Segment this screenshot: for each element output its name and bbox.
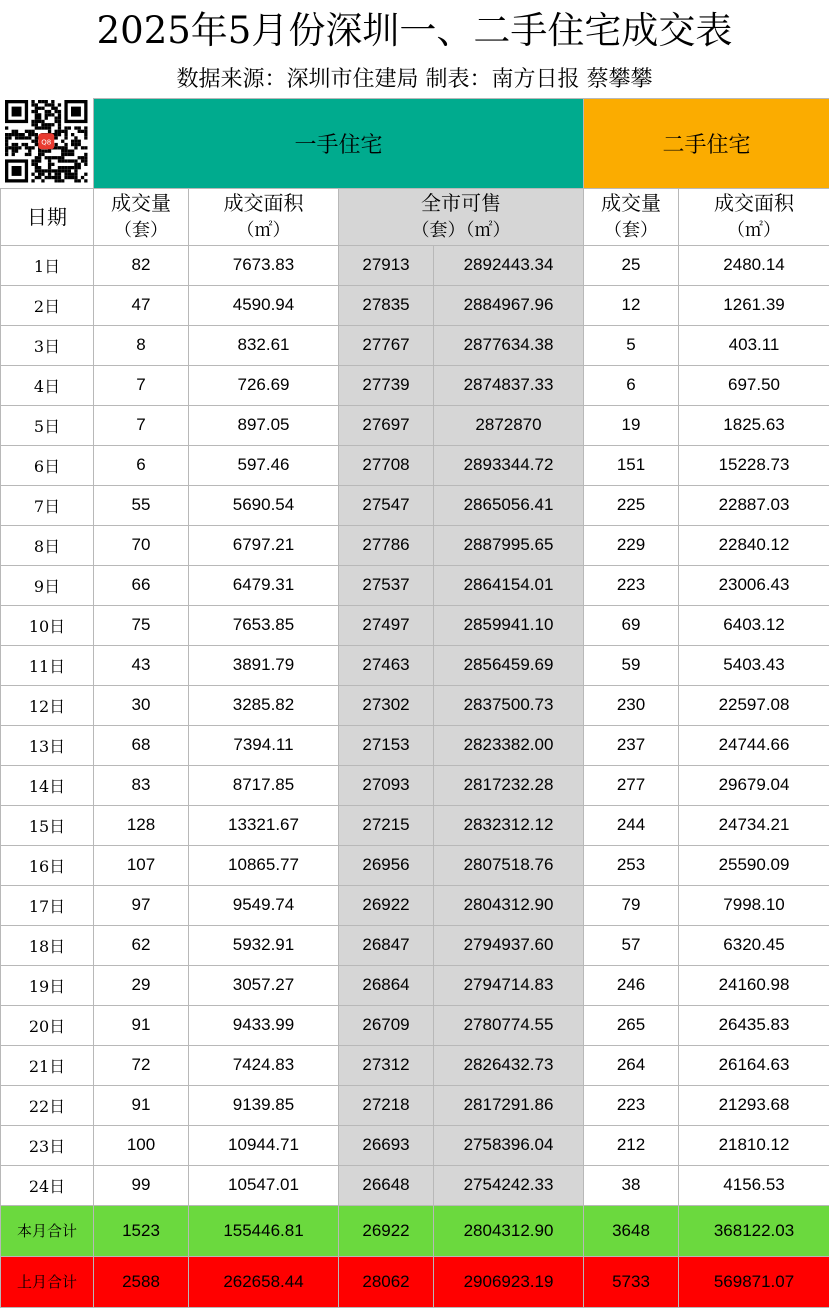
cell-day: 14日 (1, 765, 94, 805)
cell-available-count: 27697 (339, 405, 434, 445)
cell-second-area: 29679.04 (679, 765, 829, 805)
cell-second-area: 26435.83 (679, 1005, 829, 1045)
cell-new-area: 597.46 (189, 445, 339, 485)
table-row (1, 1005, 829, 1045)
cell-new-area: 832.61 (189, 325, 339, 365)
cell-second-area: 25590.09 (679, 845, 829, 885)
cell-available-area: 2804312.90 (434, 885, 584, 925)
cell-second-count: 253 (584, 845, 679, 885)
cell-new-count: 91 (94, 1005, 189, 1045)
cell-day: 23日 (1, 1125, 94, 1165)
cell-second-area: 22887.03 (679, 485, 829, 525)
header-new-count-unit: （套） (94, 217, 188, 245)
cell-available-area: 2887995.65 (434, 525, 584, 565)
cell-day: 8日 (1, 525, 94, 565)
cell-second-area: 569871.07 (679, 1256, 829, 1307)
cell-new-area: 10547.01 (189, 1165, 339, 1205)
cell-day: 4日 (1, 365, 94, 405)
cell-second-count: 79 (584, 885, 679, 925)
cell-new-area: 4590.94 (189, 285, 339, 325)
header-new-area-unit: （㎡） (189, 217, 338, 245)
cell-second-count: 246 (584, 965, 679, 1005)
table-row (1, 885, 829, 925)
total-label: 上月合计 (1, 1256, 94, 1307)
cell-second-area: 26164.63 (679, 1045, 829, 1085)
cell-available-count: 26864 (339, 965, 434, 1005)
header-date (1, 188, 94, 245)
cell-second-count: 38 (584, 1165, 679, 1205)
cell-available-count: 27739 (339, 365, 434, 405)
header-new-area-label: 成交面积 (189, 189, 338, 217)
table-row (1, 645, 829, 685)
cell-new-area: 155446.81 (189, 1205, 339, 1256)
cell-new-count: 62 (94, 925, 189, 965)
cell-available-count: 27547 (339, 485, 434, 525)
cell-new-count: 1523 (94, 1205, 189, 1256)
cell-new-count: 2588 (94, 1256, 189, 1307)
cell-new-area: 7394.11 (189, 725, 339, 765)
cell-available-count: 27497 (339, 605, 434, 645)
cell-available-count: 27786 (339, 525, 434, 565)
cell-available-area: 2826432.73 (434, 1045, 584, 1085)
header-available-label: 全市可售 (339, 189, 583, 217)
cell-available-count: 26648 (339, 1165, 434, 1205)
new-housing-band: 一手住宅 (94, 99, 584, 189)
cell-available-count: 26847 (339, 925, 434, 965)
cell-second-area: 21293.68 (679, 1085, 829, 1125)
cell-second-count: 265 (584, 1005, 679, 1045)
table-row (1, 805, 829, 845)
cell-day: 7日 (1, 485, 94, 525)
cell-second-count: 230 (584, 685, 679, 725)
cell-available-count: 28062 (339, 1256, 434, 1307)
cell-available-count: 27218 (339, 1085, 434, 1125)
cell-new-area: 13321.67 (189, 805, 339, 845)
table-row (1, 725, 829, 765)
header-second-area (679, 188, 829, 245)
cell-new-count: 107 (94, 845, 189, 885)
cell-available-count: 26693 (339, 1125, 434, 1165)
cell-available-count: 26922 (339, 1205, 434, 1256)
cell-new-area: 3057.27 (189, 965, 339, 1005)
cell-day: 2日 (1, 285, 94, 325)
cell-new-area: 8717.85 (189, 765, 339, 805)
cell-available-area: 2877634.38 (434, 325, 584, 365)
cell-available-count: 27463 (339, 645, 434, 685)
table-row (1, 525, 829, 565)
cell-available-area: 2754242.33 (434, 1165, 584, 1205)
cell-new-area: 7424.83 (189, 1045, 339, 1085)
cell-new-count: 82 (94, 245, 189, 285)
cell-second-area: 1261.39 (679, 285, 829, 325)
cell-new-count: 70 (94, 525, 189, 565)
cell-new-area: 10865.77 (189, 845, 339, 885)
table-row (1, 1045, 829, 1085)
cell-second-count: 12 (584, 285, 679, 325)
cell-available-area: 2837500.73 (434, 685, 584, 725)
header-date-label: 日期 (27, 205, 67, 229)
cell-day: 19日 (1, 965, 94, 1005)
cell-second-count: 5 (584, 325, 679, 365)
cell-second-area: 22840.12 (679, 525, 829, 565)
cell-available-area: 2804312.90 (434, 1205, 584, 1256)
cell-second-area: 24734.21 (679, 805, 829, 845)
cell-second-area: 368122.03 (679, 1205, 829, 1256)
header-available (339, 188, 584, 245)
cell-new-count: 7 (94, 405, 189, 445)
cell-available-area: 2817291.86 (434, 1085, 584, 1125)
cell-second-count: 3648 (584, 1205, 679, 1256)
cell-second-count: 264 (584, 1045, 679, 1085)
header-second-area-unit: （㎡） (679, 217, 829, 245)
cell-new-area: 3285.82 (189, 685, 339, 725)
total-label: 本月合计 (1, 1205, 94, 1256)
cell-new-area: 10944.71 (189, 1125, 339, 1165)
cell-second-count: 151 (584, 445, 679, 485)
cell-new-area: 7673.83 (189, 245, 339, 285)
cell-second-count: 244 (584, 805, 679, 845)
cell-second-area: 24160.98 (679, 965, 829, 1005)
table-row (1, 765, 829, 805)
cell-available-count: 27537 (339, 565, 434, 605)
cell-new-count: 29 (94, 965, 189, 1005)
cell-new-count: 75 (94, 605, 189, 645)
cell-second-area: 22597.08 (679, 685, 829, 725)
cell-available-area: 2807518.76 (434, 845, 584, 885)
cell-available-area: 2884967.96 (434, 285, 584, 325)
cell-day: 15日 (1, 805, 94, 845)
cell-available-area: 2906923.19 (434, 1256, 584, 1307)
cell-available-area: 2823382.00 (434, 725, 584, 765)
cell-day: 22日 (1, 1085, 94, 1125)
cell-second-area: 2480.14 (679, 245, 829, 285)
qr-center-badge: Q8 (41, 138, 51, 146)
cell-day: 16日 (1, 845, 94, 885)
cell-second-count: 25 (584, 245, 679, 285)
cell-second-count: 6 (584, 365, 679, 405)
cell-new-count: 47 (94, 285, 189, 325)
cell-available-area: 2794714.83 (434, 965, 584, 1005)
cell-new-count: 72 (94, 1045, 189, 1085)
header-second-count-unit: （套） (584, 217, 678, 245)
cell-second-area: 4156.53 (679, 1165, 829, 1205)
cell-second-count: 69 (584, 605, 679, 645)
table-row (1, 965, 829, 1005)
cell-available-count: 27767 (339, 325, 434, 365)
table-row (1, 845, 829, 885)
cell-available-count: 27153 (339, 725, 434, 765)
table-row (1, 365, 829, 405)
cell-available-area: 2893344.72 (434, 445, 584, 485)
table-row (1, 285, 829, 325)
cell-available-count: 27913 (339, 245, 434, 285)
cell-available-count: 27215 (339, 805, 434, 845)
cell-new-count: 83 (94, 765, 189, 805)
cell-new-area: 9139.85 (189, 1085, 339, 1125)
cell-day: 17日 (1, 885, 94, 925)
cell-day: 10日 (1, 605, 94, 645)
cell-day: 18日 (1, 925, 94, 965)
cell-second-count: 223 (584, 565, 679, 605)
page-title: 2025年5月份深圳一、二手住宅成交表 (0, 0, 829, 62)
cell-day: 9日 (1, 565, 94, 605)
cell-new-count: 97 (94, 885, 189, 925)
table-row (1, 1085, 829, 1125)
table-row (1, 445, 829, 485)
cell-new-count: 99 (94, 1165, 189, 1205)
cell-second-area: 21810.12 (679, 1125, 829, 1165)
cell-second-count: 5733 (584, 1256, 679, 1307)
cell-new-count: 8 (94, 325, 189, 365)
cell-available-count: 26956 (339, 845, 434, 885)
header-new-area (189, 188, 339, 245)
header-second-count (584, 188, 679, 245)
cell-second-area: 5403.43 (679, 645, 829, 685)
cell-second-area: 6320.45 (679, 925, 829, 965)
table-row (1, 605, 829, 645)
cell-available-area: 2817232.28 (434, 765, 584, 805)
cell-new-count: 68 (94, 725, 189, 765)
table-row (1, 925, 829, 965)
cell-new-area: 9549.74 (189, 885, 339, 925)
cell-day: 1日 (1, 245, 94, 285)
cell-available-area: 2892443.34 (434, 245, 584, 285)
cell-second-count: 59 (584, 645, 679, 685)
cell-available-area: 2864154.01 (434, 565, 584, 605)
cell-second-count: 223 (584, 1085, 679, 1125)
cell-new-area: 3891.79 (189, 645, 339, 685)
page-subtitle: 数据来源：深圳市住建局 制表：南方日报 蔡攀攀 (0, 62, 829, 98)
cell-new-area: 7653.85 (189, 605, 339, 645)
cell-available-area: 2865056.41 (434, 485, 584, 525)
cell-second-area: 7998.10 (679, 885, 829, 925)
cell-second-area: 6403.12 (679, 605, 829, 645)
cell-available-count: 27708 (339, 445, 434, 485)
header-available-unit: （套）（㎡） (339, 217, 583, 245)
cell-available-count: 26709 (339, 1005, 434, 1045)
cell-available-area: 2832312.12 (434, 805, 584, 845)
cell-available-count: 27312 (339, 1045, 434, 1085)
cell-available-area: 2780774.55 (434, 1005, 584, 1045)
month-total-row (1, 1205, 829, 1256)
cell-new-area: 262658.44 (189, 1256, 339, 1307)
table-row (1, 565, 829, 605)
cell-day: 13日 (1, 725, 94, 765)
cell-available-count: 27302 (339, 685, 434, 725)
cell-second-count: 277 (584, 765, 679, 805)
cell-second-count: 225 (584, 485, 679, 525)
cell-day: 11日 (1, 645, 94, 685)
cell-day: 24日 (1, 1165, 94, 1205)
cell-new-area: 6479.31 (189, 565, 339, 605)
previous-month-total-row (1, 1256, 829, 1307)
cell-day: 12日 (1, 685, 94, 725)
transaction-table (0, 98, 829, 1308)
table-row (1, 245, 829, 285)
cell-available-count: 27835 (339, 285, 434, 325)
cell-new-count: 43 (94, 645, 189, 685)
second-hand-band: 二手住宅 (584, 99, 829, 189)
cell-available-area: 2794937.60 (434, 925, 584, 965)
cell-new-area: 5932.91 (189, 925, 339, 965)
header-new-count (94, 188, 189, 245)
cell-new-area: 897.05 (189, 405, 339, 445)
cell-available-area: 2856459.69 (434, 645, 584, 685)
cell-available-count: 26922 (339, 885, 434, 925)
cell-second-count: 229 (584, 525, 679, 565)
cell-day: 5日 (1, 405, 94, 445)
qr-code-icon (1, 99, 93, 183)
cell-second-area: 403.11 (679, 325, 829, 365)
cell-available-count: 27093 (339, 765, 434, 805)
cell-available-area: 2859941.10 (434, 605, 584, 645)
cell-second-count: 57 (584, 925, 679, 965)
table-row (1, 325, 829, 365)
table-row (1, 1125, 829, 1165)
cell-new-count: 7 (94, 365, 189, 405)
cell-new-area: 6797.21 (189, 525, 339, 565)
cell-day: 6日 (1, 445, 94, 485)
cell-new-area: 9433.99 (189, 1005, 339, 1045)
cell-second-count: 19 (584, 405, 679, 445)
cell-second-area: 697.50 (679, 365, 829, 405)
cell-new-count: 30 (94, 685, 189, 725)
cell-second-count: 212 (584, 1125, 679, 1165)
cell-new-count: 100 (94, 1125, 189, 1165)
cell-day: 21日 (1, 1045, 94, 1085)
table-row (1, 1165, 829, 1205)
qr-code-cell (1, 99, 94, 189)
cell-new-area: 5690.54 (189, 485, 339, 525)
cell-available-area: 2872870 (434, 405, 584, 445)
cell-second-area: 23006.43 (679, 565, 829, 605)
cell-new-count: 91 (94, 1085, 189, 1125)
cell-day: 3日 (1, 325, 94, 365)
cell-available-area: 2758396.04 (434, 1125, 584, 1165)
table-row (1, 485, 829, 525)
cell-second-count: 237 (584, 725, 679, 765)
cell-available-area: 2874837.33 (434, 365, 584, 405)
header-second-count-label: 成交量 (584, 189, 678, 217)
header-second-area-label: 成交面积 (679, 189, 829, 217)
cell-new-area: 726.69 (189, 365, 339, 405)
cell-new-count: 55 (94, 485, 189, 525)
cell-new-count: 66 (94, 565, 189, 605)
cell-second-area: 24744.66 (679, 725, 829, 765)
cell-new-count: 6 (94, 445, 189, 485)
table-row (1, 405, 829, 445)
cell-day: 20日 (1, 1005, 94, 1045)
cell-second-area: 15228.73 (679, 445, 829, 485)
header-new-count-label: 成交量 (94, 189, 188, 217)
cell-second-area: 1825.63 (679, 405, 829, 445)
cell-new-count: 128 (94, 805, 189, 845)
table-row (1, 685, 829, 725)
